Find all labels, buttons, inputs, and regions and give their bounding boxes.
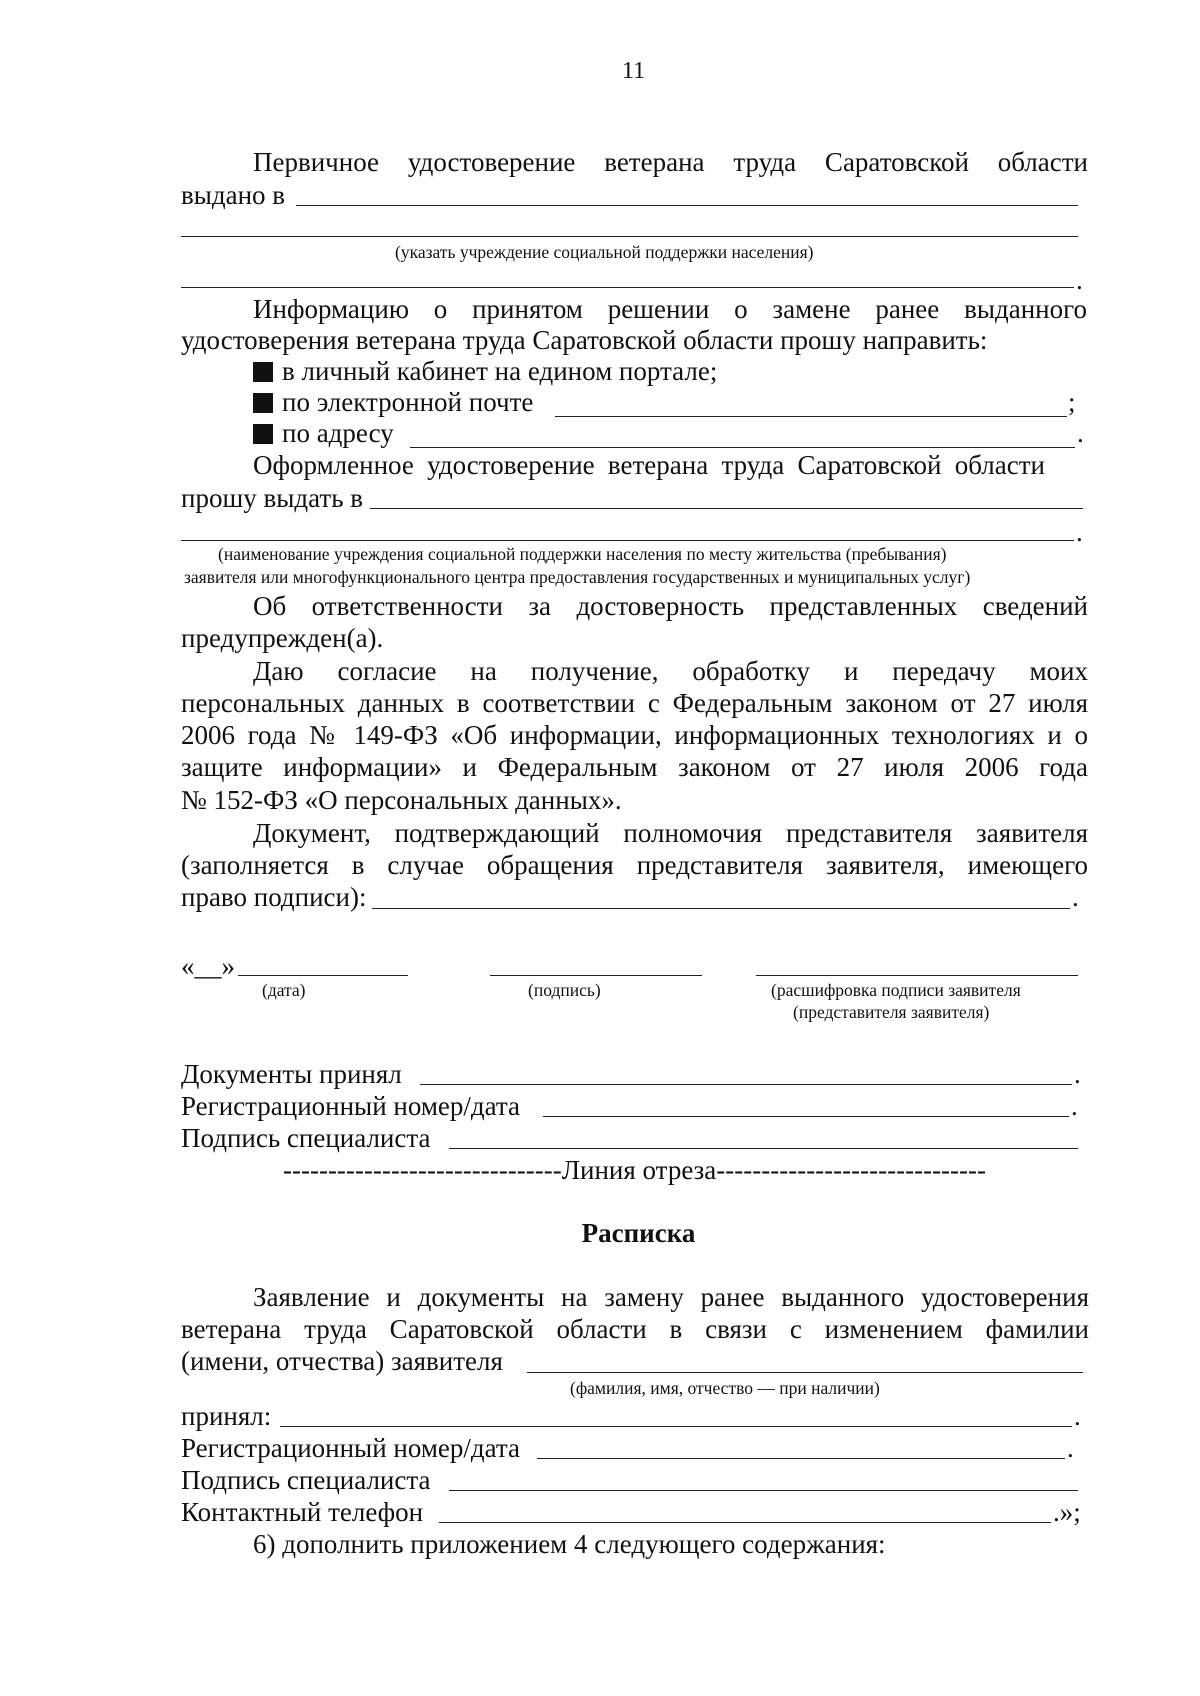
sign-date-line [238,975,408,976]
sec5-line4: защите информации» и Федеральным законом от 27 июля 2006 года [181,752,1088,782]
sec1-line1: Первичное удостоверение ветерана труда Саратовской области [253,147,1088,177]
accept-reg-label: Регистрационный номер/дата [181,1091,521,1121]
sec1-field-line-3 [181,287,1074,288]
sign-date-label: (дата) [262,980,306,1000]
receipt-line1: Заявление и документы на замену ранее выданного удостоверения [253,1282,1089,1312]
sec1-note: (указать учреждение социальной поддержки населения) [395,242,814,262]
sec5-line1: Даю согласие на получение, обработку и передачу моих [253,656,1088,686]
sec5-line5: № 152-ФЗ «О персональных данных». [181,785,622,815]
sec3-line2: прошу выдать в [181,483,364,513]
sec2-line1: Информацию о принятом решении о замене ранее выданного [253,294,1087,324]
sec6-line1: Документ, подтверждающий полномочия представителя заявителя [253,818,1088,848]
sec1-end-dot: . [1076,265,1083,295]
sec2-email-line [555,416,1067,417]
sec2-option-portal-label: в личный кабинет на едином портале; [282,356,718,386]
sign-decode-line [756,975,1078,976]
receipt-phone-label: Контактный телефон [181,1497,424,1527]
sec2-option-portal [253,355,717,387]
accept-spec-line [449,1148,1078,1149]
sec2-line2: удостоверения ветерана труда Саратовской области прошу направить: [181,325,988,355]
sec2-option-email-label: по электронной почте [282,387,534,417]
receipt-accepted-end: . [1074,1401,1081,1431]
sec1-field-line-1 [296,205,1078,206]
sec3-field-line-1 [370,508,1083,509]
sec2-option-address [253,417,394,449]
cut-line: -------------------------------Линия отреза------------------------------ [282,1155,987,1185]
sec5-line3: 2006 года № 149-ФЗ «Об информации, информационных технологиях и о [181,720,1088,750]
receipt-spec-line [449,1490,1078,1491]
sign-decode-label-2: (представителя заявителя) [793,1002,990,1022]
sec6-line3: право подписи): [181,882,367,912]
receipt-line3: (имени, отчества) заявителя [181,1346,503,1376]
accept-reg-end: . [1071,1091,1078,1121]
accept-reg-line [543,1116,1069,1117]
sec3-field-line-2 [181,540,1074,541]
sign-signature-label: (подпись) [528,980,601,1000]
sec3-line1: Оформленное удостоверение ветерана труда Саратовской области [253,450,1045,480]
sign-date-quote: «__» [181,951,235,981]
receipt-phone-line [439,1522,1051,1523]
receipt-reg-label: Регистрационный номер/дата [181,1433,521,1463]
receipt-note: (фамилия, имя, отчество — при наличии) [570,1378,880,1398]
receipt-reg-end: . [1067,1433,1074,1463]
accept-docs-line [420,1084,1072,1085]
page-number: 11 [622,58,646,84]
receipt-accepted-label: принял: [181,1401,272,1431]
sec3-end-dot: . [1076,517,1083,547]
sec4-line1: Об ответственности за достоверность представленных сведений [253,591,1088,621]
sec6-field-line [372,908,1070,909]
final-line: 6) дополнить приложением 4 следующего содержания: [253,1529,886,1559]
sign-decode-label-1: (расшифровка подписи заявителя [771,980,1021,1000]
sec6-line2: (заполняется в случае обращения представителя заявителя, имеющего [181,850,1088,880]
sec1-line2: выдано в [181,180,286,210]
receipt-reg-line [537,1458,1065,1459]
sec3-note-2: заявителя или многофункционального центра предоставления государственных и муниципальных услуг) [184,567,971,587]
sec3-note-1: (наименование учреждения социальной поддержки населения по месту жительства (пребывания) [218,544,947,564]
receipt-line2: ветерана труда Саратовской области в связи с изменением фамилии [181,1314,1089,1344]
sec5-line2: персональных данных в соответствии с Федеральным законом от 27 июля [181,688,1088,718]
receipt-phone-end: .»; [1053,1497,1081,1527]
checkbox-filled-icon [253,393,273,413]
accept-docs-end: . [1074,1059,1081,1089]
receipt-title: Расписка [581,1218,696,1248]
receipt-applicant-line [527,1372,1083,1373]
sec2-option-address-label: по адресу [282,418,394,448]
receipt-spec-label: Подпись специалиста [181,1465,431,1495]
sec2-option-email [253,386,533,418]
sec1-field-line-2 [181,236,1078,237]
sec2-address-line [410,447,1075,448]
sign-signature-line [490,975,702,976]
checkbox-filled-icon [253,424,273,444]
sec2-email-end: ; [1068,387,1076,417]
sec6-end-dot: . [1072,882,1079,912]
accept-spec-label: Подпись специалиста [181,1123,431,1153]
sec4-line2: предупрежден(а). [181,623,384,653]
receipt-accepted-line [280,1426,1072,1427]
accept-docs-label: Документы принял [181,1059,402,1089]
checkbox-filled-icon [253,362,273,382]
sec2-address-end: . [1077,418,1084,448]
